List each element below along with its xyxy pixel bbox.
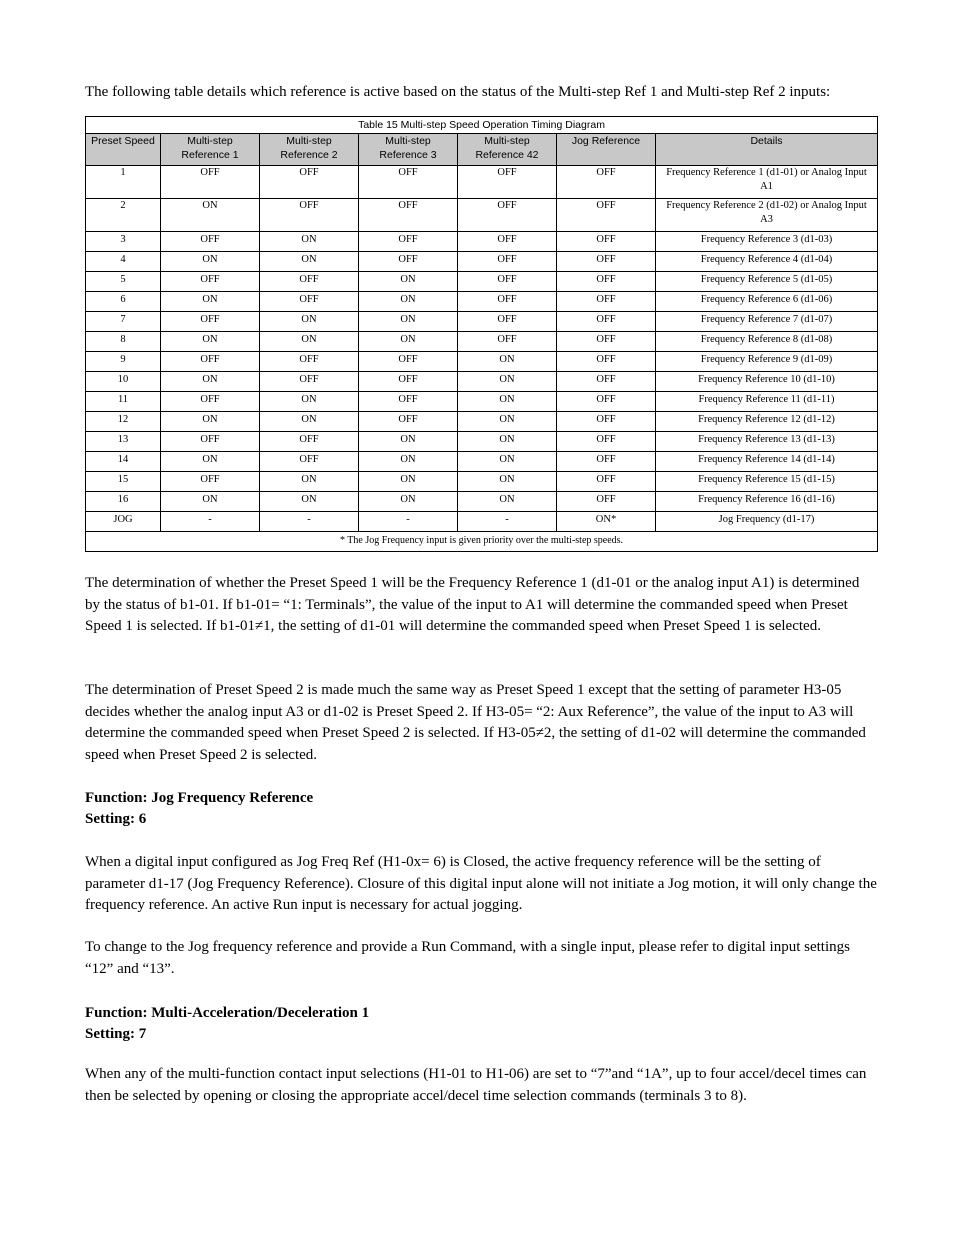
table-row bbox=[86, 372, 878, 392]
table-cell: OFF bbox=[557, 166, 656, 199]
table-cell: 13 bbox=[86, 432, 161, 452]
table-footnote: * The Jog Frequency input is given priority over the multi-step speeds. bbox=[86, 532, 878, 552]
table-cell: OFF bbox=[557, 472, 656, 492]
table-cell: OFF bbox=[557, 292, 656, 312]
table-cell: ON bbox=[359, 292, 458, 312]
table-cell: 9 bbox=[86, 352, 161, 372]
column-header: Multi-step Reference 1 bbox=[161, 134, 260, 166]
paragraph-jog-run-command: To change to the Jog frequency reference and provide a Run Command, with a single input, please refer to digital input settings “12” and “13”. bbox=[85, 939, 850, 977]
table-caption: Table 15 Multi-step Speed Operation Timing Diagram bbox=[86, 117, 878, 134]
table-cell: Frequency Reference 12 (d1-12) bbox=[656, 412, 878, 432]
table-cell: OFF bbox=[557, 332, 656, 352]
table-cell: OFF bbox=[359, 352, 458, 372]
heading-accel-setting: Setting: 7 bbox=[85, 1026, 147, 1042]
table-cell: OFF bbox=[260, 432, 359, 452]
table-row bbox=[86, 232, 878, 252]
table-cell: 2 bbox=[86, 199, 161, 232]
table-cell: OFF bbox=[260, 199, 359, 232]
table-cell: 6 bbox=[86, 292, 161, 312]
heading-jog-function: Function: Jog Frequency Reference bbox=[85, 790, 314, 806]
table-cell: OFF bbox=[557, 372, 656, 392]
table-cell: OFF bbox=[557, 392, 656, 412]
table-cell: ON bbox=[458, 392, 557, 412]
table-cell: ON bbox=[161, 492, 260, 512]
column-header: Multi-step Reference 3 bbox=[359, 134, 458, 166]
table-cell: ON bbox=[260, 252, 359, 272]
table-cell: ON bbox=[161, 199, 260, 232]
table-cell: ON bbox=[458, 492, 557, 512]
table-cell: Frequency Reference 5 (d1-05) bbox=[656, 272, 878, 292]
table-cell: ON bbox=[260, 392, 359, 412]
table-cell: - bbox=[260, 512, 359, 532]
table-cell: 11 bbox=[86, 392, 161, 412]
table-cell: OFF bbox=[359, 199, 458, 232]
table-cell: ON bbox=[458, 452, 557, 472]
table-cell: 3 bbox=[86, 232, 161, 252]
heading-accel-function: Function: Multi-Acceleration/Deceleration 1 bbox=[85, 1005, 370, 1021]
table-cell: ON bbox=[458, 472, 557, 492]
table-row bbox=[86, 252, 878, 272]
table-cell: OFF bbox=[557, 272, 656, 292]
table-cell: ON bbox=[458, 352, 557, 372]
table-header-row bbox=[86, 134, 878, 166]
table-cell: 7 bbox=[86, 312, 161, 332]
table-cell: OFF bbox=[557, 452, 656, 472]
table-cell: OFF bbox=[557, 232, 656, 252]
table-cell: OFF bbox=[359, 392, 458, 412]
table-cell: OFF bbox=[458, 166, 557, 199]
table-cell: OFF bbox=[260, 272, 359, 292]
table-row bbox=[86, 432, 878, 452]
table-cell: OFF bbox=[458, 252, 557, 272]
column-header: Multi-step Reference 42 bbox=[458, 134, 557, 166]
table-cell: ON bbox=[260, 232, 359, 252]
multi-step-speed-table bbox=[85, 116, 878, 552]
table-cell: - bbox=[161, 512, 260, 532]
table-cell: OFF bbox=[557, 492, 656, 512]
table-cell: ON bbox=[260, 312, 359, 332]
table-cell: OFF bbox=[161, 272, 260, 292]
table-cell: OFF bbox=[161, 166, 260, 199]
table-cell: OFF bbox=[458, 199, 557, 232]
table-cell: Frequency Reference 9 (d1-09) bbox=[656, 352, 878, 372]
table-cell: OFF bbox=[359, 372, 458, 392]
table-row bbox=[86, 312, 878, 332]
table-row bbox=[86, 352, 878, 372]
table-cell: ON bbox=[161, 372, 260, 392]
intro-text: The following table details which reference is active based on the status of the Multi-step Ref 1 and Multi-step Ref 2 inputs: bbox=[85, 84, 831, 100]
table-cell: OFF bbox=[161, 432, 260, 452]
table-cell: ON bbox=[458, 432, 557, 452]
paragraph-accel-description: When any of the multi-function contact input selections (H1-01 to H1-06) are set to “7”and “1A”, up to four accel/decel times can then be selected by opening or closing the appropriate accel/decel time selection commands (terminals 3 to 8). bbox=[85, 1066, 867, 1104]
table-cell: OFF bbox=[458, 312, 557, 332]
table-cell: OFF bbox=[458, 232, 557, 252]
table-cell: Frequency Reference 11 (d1-11) bbox=[656, 392, 878, 412]
table-cell: 14 bbox=[86, 452, 161, 472]
table-cell: OFF bbox=[260, 166, 359, 199]
table-cell: Frequency Reference 1 (d1-01) or Analog Input A1 bbox=[656, 166, 878, 199]
table-row bbox=[86, 166, 878, 199]
table-cell: ON bbox=[161, 332, 260, 352]
table-cell: OFF bbox=[359, 166, 458, 199]
table-row bbox=[86, 512, 878, 532]
table-cell: OFF bbox=[161, 392, 260, 412]
table-cell: ON bbox=[260, 412, 359, 432]
table-row bbox=[86, 199, 878, 232]
paragraph-jog-description: When a digital input configured as Jog Freq Ref (H1-0x= 6) is Closed, the active frequency reference will be the setting of parameter d1-17 (Jog Frequency Reference). Closure of this digital input alone will not initiate a Jog motion, it will only change the frequency reference. An active Run input is necessary for actual jogging. bbox=[85, 854, 877, 913]
column-header: Multi-step Reference 2 bbox=[260, 134, 359, 166]
table-cell: OFF bbox=[458, 332, 557, 352]
table-cell: OFF bbox=[161, 472, 260, 492]
paragraph-preset-speed-2: The determination of Preset Speed 2 is made much the same way as Preset Speed 1 except that the setting of parameter H3-05 decides whether the analog input A3 or d1-02 is Preset Speed 2. If H3-05= “2: Aux Reference”, the value of the input to A3 will determine the commanded speed when Preset Speed 2 is selected. If H3-05≠2, the setting of d1-02 will determine the commanded speed when Preset Speed 2 is selected. bbox=[85, 682, 866, 763]
column-header: Preset Speed bbox=[86, 134, 161, 166]
table-cell: OFF bbox=[161, 232, 260, 252]
table-cell: OFF bbox=[359, 412, 458, 432]
table-cell: 5 bbox=[86, 272, 161, 292]
table-cell: OFF bbox=[557, 412, 656, 432]
table-cell: ON bbox=[359, 312, 458, 332]
table-cell: ON bbox=[359, 492, 458, 512]
table-cell: ON bbox=[260, 492, 359, 512]
table-cell: Frequency Reference 15 (d1-15) bbox=[656, 472, 878, 492]
table-cell: Frequency Reference 8 (d1-08) bbox=[656, 332, 878, 352]
table-cell: ON bbox=[458, 372, 557, 392]
table-cell: - bbox=[359, 512, 458, 532]
table-cell: Frequency Reference 10 (d1-10) bbox=[656, 372, 878, 392]
table-cell: OFF bbox=[260, 292, 359, 312]
table-cell: ON bbox=[359, 332, 458, 352]
table-cell: 8 bbox=[86, 332, 161, 352]
table-cell: OFF bbox=[260, 452, 359, 472]
table-cell: OFF bbox=[458, 292, 557, 312]
table-cell: Jog Frequency (d1-17) bbox=[656, 512, 878, 532]
table-cell: Frequency Reference 6 (d1-06) bbox=[656, 292, 878, 312]
table-cell: 16 bbox=[86, 492, 161, 512]
table-cell: 4 bbox=[86, 252, 161, 272]
table-row bbox=[86, 292, 878, 312]
table-cell: OFF bbox=[161, 312, 260, 332]
column-header: Jog Reference bbox=[557, 134, 656, 166]
table-row bbox=[86, 392, 878, 412]
table-cell: ON bbox=[260, 472, 359, 492]
table-cell: ON bbox=[359, 272, 458, 292]
table-cell: 10 bbox=[86, 372, 161, 392]
table-cell: OFF bbox=[359, 232, 458, 252]
table-cell: ON bbox=[359, 472, 458, 492]
table-cell: ON bbox=[359, 452, 458, 472]
table-cell: OFF bbox=[161, 352, 260, 372]
table-cell: ON bbox=[359, 432, 458, 452]
table-cell: 12 bbox=[86, 412, 161, 432]
table-cell: OFF bbox=[557, 312, 656, 332]
table-cell: OFF bbox=[557, 199, 656, 232]
table-cell: Frequency Reference 3 (d1-03) bbox=[656, 232, 878, 252]
table-cell: ON bbox=[161, 292, 260, 312]
table-cell: ON bbox=[161, 252, 260, 272]
table-cell: Frequency Reference 7 (d1-07) bbox=[656, 312, 878, 332]
table-row bbox=[86, 492, 878, 512]
table-cell: ON bbox=[161, 412, 260, 432]
table-cell: OFF bbox=[260, 352, 359, 372]
table-row bbox=[86, 452, 878, 472]
paragraph-preset-speed-1: The determination of whether the Preset Speed 1 will be the Frequency Reference 1 (d1-01 or the analog input A1) is determined by the status of b1-01. If b1-01= “1: Terminals”, the value of the input to A1 will determine the commanded speed when Preset Speed 1 is selected. If b1-01≠1, the setting of d1-01 will determine the commanded speed when Preset Speed 1 is selected. bbox=[85, 575, 860, 634]
table-cell: OFF bbox=[260, 372, 359, 392]
table-cell: OFF bbox=[557, 432, 656, 452]
table-cell: JOG bbox=[86, 512, 161, 532]
table-body bbox=[86, 166, 878, 532]
table-cell: Frequency Reference 2 (d1-02) or Analog Input A3 bbox=[656, 199, 878, 232]
table-cell: ON bbox=[161, 452, 260, 472]
table-cell: 15 bbox=[86, 472, 161, 492]
table-row bbox=[86, 412, 878, 432]
table-cell: OFF bbox=[359, 252, 458, 272]
table-cell: Frequency Reference 4 (d1-04) bbox=[656, 252, 878, 272]
table-cell: - bbox=[458, 512, 557, 532]
table-cell: ON* bbox=[557, 512, 656, 532]
table-row bbox=[86, 272, 878, 292]
table-cell: ON bbox=[458, 412, 557, 432]
table-cell: 1 bbox=[86, 166, 161, 199]
heading-jog-setting: Setting: 6 bbox=[85, 811, 147, 827]
table-cell: OFF bbox=[557, 252, 656, 272]
table-cell: ON bbox=[260, 332, 359, 352]
column-header: Details bbox=[656, 134, 878, 166]
table-cell: Frequency Reference 14 (d1-14) bbox=[656, 452, 878, 472]
table-row bbox=[86, 332, 878, 352]
table-cell: Frequency Reference 13 (d1-13) bbox=[656, 432, 878, 452]
table-cell: OFF bbox=[458, 272, 557, 292]
table-cell: Frequency Reference 16 (d1-16) bbox=[656, 492, 878, 512]
table-row bbox=[86, 472, 878, 492]
table-cell: OFF bbox=[557, 352, 656, 372]
